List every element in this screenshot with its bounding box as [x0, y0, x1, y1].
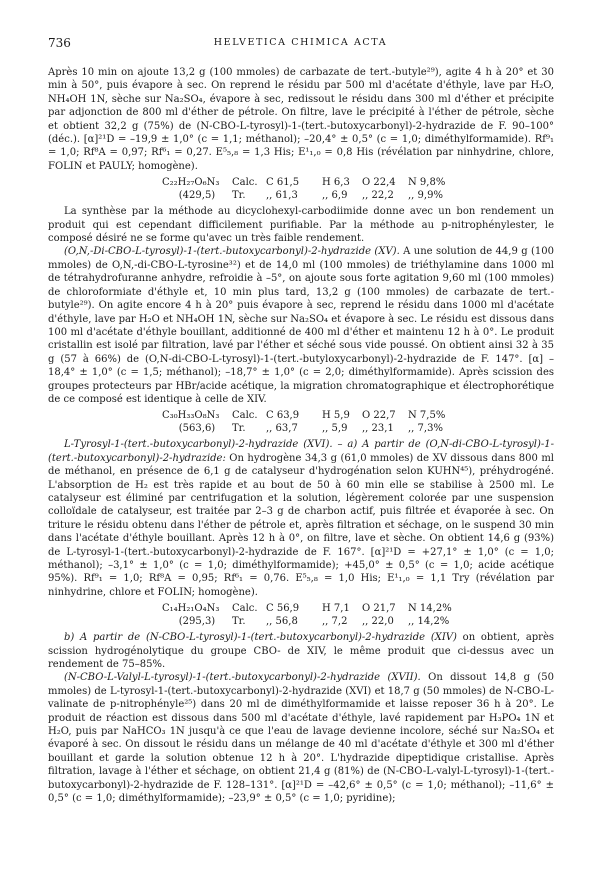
found-label: Tr.	[232, 190, 246, 202]
nitrogen-calc: N 14,2%	[408, 603, 452, 615]
hydrogen-found: ,, 6,9	[322, 190, 348, 202]
formula: C₃₀H₃₃O₈N₃	[162, 410, 220, 422]
oxygen-calc: O 22,7	[362, 410, 396, 422]
nitrogen-calc: N 9,8%	[408, 177, 446, 189]
formula: C₁₄H₂₁O₄N₃	[162, 603, 220, 615]
calc-label: Calc.	[232, 177, 258, 189]
paragraph-route-b	[48, 631, 554, 671]
found-label: Tr.	[232, 423, 246, 435]
calc-label: Calc.	[232, 603, 258, 615]
carbon-found: ,, 61,3	[266, 190, 298, 202]
oxygen-found: ,, 22,2	[362, 190, 394, 202]
oxygen-calc: O 21,7	[362, 603, 396, 615]
nitrogen-found: ,, 7,3%	[408, 423, 443, 435]
carbon-found: ,, 56,8	[266, 616, 298, 628]
elemental-analysis-xvi	[162, 602, 554, 628]
carbon-calc: C 56,9	[266, 603, 300, 615]
carbon-calc: C 61,5	[266, 177, 300, 189]
route-b-title: b) A partir de (N-CBO-L-tyrosyl)-1-(tert.-butoxycarbonyl)-2-hydrazide (XIV)	[64, 632, 457, 644]
nitrogen-found: ,, 14,2%	[408, 616, 450, 628]
formula: C₂₂H₂₇O₆N₃	[162, 177, 220, 189]
compound-xv-text: A une solution de 44,9 g (100 mmoles) de O,N,-di-CBO-L-tyrosine³²) et de 14,0 ml (100 mmoles) de triéthylamine dans 1000 ml de tétrahydrofuranne anhydre, refroidie à –5°, on ajoute sous forte agitation 9,60 ml (100 mmoles) de chloroformiate d'éthyle et, 10 min plus tard, 13,2 g (100 mmoles) de carbazate de tert.-butyle²⁹). On agite encore 4 h à 20° puis évapore à sec, reprend le résidu dans 1000 ml d'acétate d'éthyle, lave par H₂O et NH₄OH 1N, sèche sur Na₂SO₄ et évapore à sec. Le résidu est dissous dans 100 ml d'acétate d'éthyle bouillant, additionné de 400 ml d'éther et maintenu 12 h à 0°. Le produit cristallin est isolé par filtration, lavé par l'éther et séché sous vide poussé. On obtient ainsi 32 à 35 g (57 à 66%) de (O,N-di-CBO-L-tyrosyl)-1-(tert.-butyloxycarbonyl)-2-hydrazide de F. 147°. [α] – 18,4° ± 1,0° (c = 1,5; méthanol); –18,7° ± 1,0° (c = 2,0; diméthylformamide). Après scission des groupes protecteurs par HBr/acide acétique, la migration chromatographique et électrophorétique de ce composé est identique à celle de XIV.	[48, 246, 554, 405]
elemental-analysis-xiv	[162, 176, 554, 202]
oxygen-found: ,, 23,1	[362, 423, 394, 435]
paragraph-synthesis-note: La synthèse par la méthode au dicyclohexyl-carbodiimide donne avec un bon rendement un produit qui est cependant difficilement purifiable. Par la méthode au p-nitrophénylester, le composé désiré ne se forme qu'avec un très faible rendement.	[48, 206, 554, 245]
compound-xvi-text: On hydrogène 34,3 g (61,0 mmoles) de XV dissous dans 800 ml de méthanol, en présence de 6,1 g de catalyseur d'hydrogénation selon KUHN⁴⁵), préhydrogéné. L'absorption de H₂ est très rapide et au bout de 50 à 60 min elle se stabilise à 2500 ml. Le catalyseur est éliminé par centrifugation et la solution, légèrement colorée par une suspension colloïdale de catalyseur, est traitée par 2–3 g de charbon actif, puis filtrée et évaporée à sec. On triture le résidu obtenu dans l'éther de pétrole et, après filtration et séchage, on le suspend 30 min dans l'acétate d'éthyle bouillant. Après 12 h à 0°, on filtre, lave et sèche. On obtient 14,6 g (93%) de L-tyrosyl-1-(tert.-butoxycarbonyl)-2-hydrazide de F. 167°. [α]²¹D = +27,1° ± 1,0° (c = 1,0; méthanol); –3,1° ± 1,0° (c = 1,0; diméthylformamide); +45,0° ± 0,5° (c = 1,0; acide acétique 95%). Rf⁹₁ = 1,0; Rf⁸A = 0,95; Rf⁶₁ = 0,76. E⁵₅,₈ = 1,0 His; E¹₁,₀ = 1,1 Try (révélation par ninhydrine, chlore et FOLIN; homogène).	[48, 452, 554, 598]
compound-xvii-text: On dissout 14,8 g (50 mmoles) de L-tyrosyl-1-(tert.-butoxycarbonyl)-2-hydrazide (XVI) et 18,7 g (50 mmoles) de N-CBO-L-valinate de p-nitrophényle²⁵) dans 20 ml de diméthylformamide et laisse reposer 36 h à 20°. Le produit de réaction est dissous dans 500 ml d'acétate d'éthyle, lavé rapidement par H₃PO₄ 1N et H₂O, puis par NaHCO₃ 1N jusqu'à ce que l'eau de lavage devienne incolore, séché sur Na₂SO₄ et évaporé à sec. On dissout le résidu dans un mélange de 40 ml d'acétate d'éthyle et 300 ml d'éther bouillant et garde la solution obtenue 12 h à 20°. L'hydrazide dipeptidique cristallise. Après filtration, lavage à l'éther et séchage, on obtient 21,4 g (81%) de (N-CBO-L-valyl-L-tyrosyl)-1-(tert.-butoxycarbonyl)-2-hydrazide de F. 128–131°. [α]²¹D = –42,6° ± 0,5° (c = 1,0; méthanol); –11,6° ± 0,5° (c = 1,0; diméthylformamide); –23,9° ± 0,5° (c = 1,0; pyridine);	[48, 672, 554, 805]
calc-label: Calc.	[232, 410, 258, 422]
hydrogen-calc: H 6,3	[322, 177, 350, 189]
paragraph-compound-xv	[48, 245, 554, 406]
compound-xvi-title: L-Tyrosyl-1-(tert.-butoxycarbonyl)-2-hydrazide (XVI). – a) A partir de (O,N-di-CBO-L-tyrosyl)-1-(tert.-butoxycarbonyl)-2-hydrazide:	[48, 439, 554, 464]
compound-xvii-title: (N-CBO-L-Valyl-L-tyrosyl)-1-(tert.-butoxycarbonyl)-2-hydrazide (XVII).	[64, 672, 421, 684]
hydrogen-calc: H 5,9	[322, 410, 350, 422]
journal-title: HELVETICA CHIMICA ACTA	[213, 37, 388, 48]
paragraph-compound-xvii	[48, 671, 554, 805]
carbon-found: ,, 63,7	[266, 423, 298, 435]
hydrogen-found: ,, 5,9	[322, 423, 348, 435]
molecular-weight: (429,5)	[178, 190, 216, 202]
nitrogen-calc: N 7,5%	[408, 410, 446, 422]
paragraph-compound-xvi	[48, 438, 554, 599]
running-header	[48, 36, 553, 54]
article-body	[48, 66, 554, 806]
molecular-weight: (295,3)	[178, 616, 216, 628]
oxygen-calc: O 22,4	[362, 177, 396, 189]
molecular-weight: (563,6)	[178, 423, 216, 435]
oxygen-found: ,, 22,0	[362, 616, 394, 628]
found-label: Tr.	[232, 616, 246, 628]
nitrogen-found: ,, 9,9%	[408, 190, 443, 202]
carbon-calc: C 63,9	[266, 410, 300, 422]
paragraph-procedure-xiv: Après 10 min on ajoute 13,2 g (100 mmoles) de carbazate de tert.-butyle²⁹), agite 4 h à 20° et 30 min à 50°, puis évapore à sec. On reprend le résidu par 500 ml d'acétate d'éthyle, lave par H₂O, NH₄OH 1N, sèche sur Na₂SO₄, évapore à sec, redissout le résidu dans 300 ml d'éther et précipite par adjonction de 800 ml d'éther de pétrole. On filtre, lave le précipité à l'éther de pétrole, sèche et obtient 32,2 g (75%) de (N-CBO-L-tyrosyl)-1-(tert.-butoxycarbonyl)-2-hydrazide de F. 90–100° (déc.). [α]²¹D = –19,9 ± 1,0° (c = 1,1; méthanol); –20,4° ± 0,5° (c = 1,0; diméthylformamide). Rf⁹₁ = 1,0; Rf⁸A = 0,97; Rf⁶₁ = 0,27. E⁵₅,₈ = 1,3 His; E¹₁,₀ = 0,8 His (révélation par ninhydrine, chlore, FOLIN et PAULY; homogène).	[48, 67, 554, 172]
route-b-text: on obtient, après scission hydrogénolytique du groupe CBO- de XIV, le même produit que ci-dessus avec un rendement de 75–85%.	[48, 632, 555, 671]
hydrogen-calc: H 7,1	[322, 603, 350, 615]
page-number: 736	[48, 36, 71, 50]
hydrogen-found: ,, 7,2	[322, 616, 348, 628]
compound-xv-title: (O,N,-Di-CBO-L-tyrosyl)-1-(tert.-butoxycarbonyl)-2-hydrazide (XV).	[64, 246, 400, 258]
elemental-analysis-xv	[162, 409, 554, 435]
